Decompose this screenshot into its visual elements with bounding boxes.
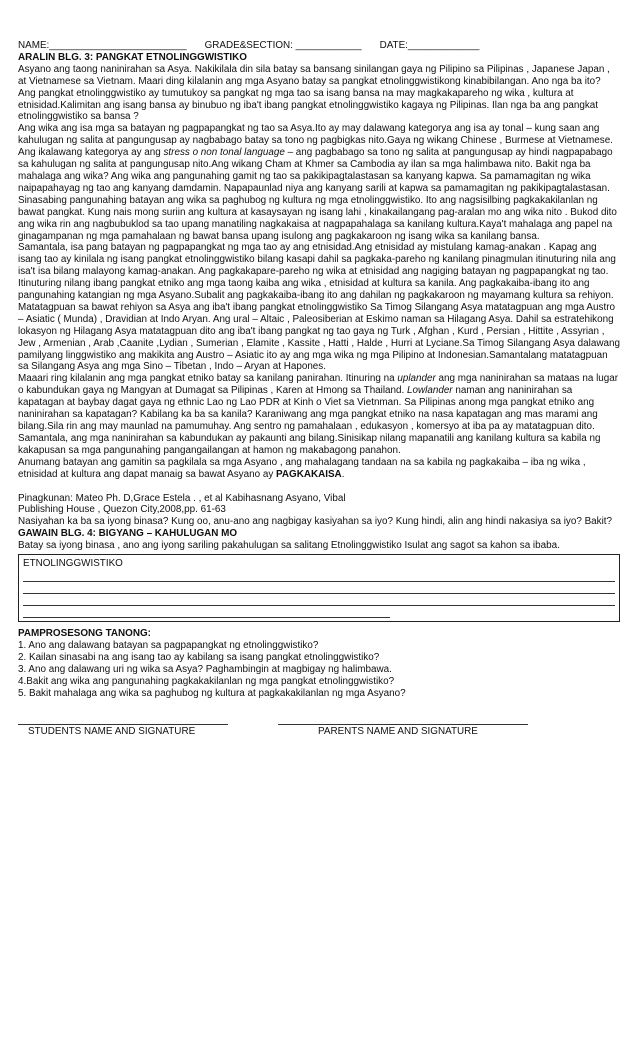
student-signature-label: STUDENTS NAME AND SIGNATURE — [28, 725, 196, 737]
paragraph-residence-part2: ang mga naninirahan sa mataas na lugar o kabundukan gaya ng Mangyan at Dumagat sa Pilipinas , Karen at Hmong sa Thailand. — [18, 373, 619, 397]
date-field[interactable]: DATE:_____________ — [379, 40, 480, 51]
answer-box[interactable] — [18, 554, 620, 622]
activity-instruction: Batay sa iyong binasa , ano ang iyong sariling pakahulugan sa salitang Etnolinggwistiko Isulat ang sagot sa kahon sa ibaba. — [18, 540, 560, 552]
answer-line-3[interactable] — [23, 596, 615, 606]
paragraph-language-part2: – ang pagbabago sa tono ng salita at pangungusap ay hindi nagpapabago sa kahulugan ng salita at pangungusap nito.Ang wikang Cham at Khmer sa Cambodia ay ilan sa mga halimbawa nito. Bakit nga ba mahalaga ang wika? Ang wika ang pangunahing gamit ng tao sa pakikipagtalastasan sa kanyang kapwa. Sa pamamagitan ng wika naipapahayag ng tao ang kanyang damdamin. Napapaunlad niya ang kanyang sarili at kapwa sa pamamagitan ng pakikipagtalastasan. Sinasabing pangunahing batayan ang wika sa paghubog ng kultura ng mga etnolinggwistiko. Ito ang nagsisilbing pagkakakilanlan ng bawat pangkat. Kung nais mong suriin ang kultura at kasaysayan ng isang lahi , kinakailangang pag-aralan mo ang wika nito . Bukod dito ang wika rin ang nagbubuklod sa tao upang manatiling nagkakaisa at nagpapahalaga sa kanilang kultura.Kaya't mahalaga ang papel na ginagampanan ng mga pamahalaan ng bawat bansa upang isulong ang pagkakaroon ng isang wika sa kanilang bansa. — [18, 147, 617, 242]
paragraph-conclusion — [18, 457, 620, 481]
questions-title: PAMPROSESONG TANONG: — [18, 628, 151, 640]
parent-signature — [278, 714, 528, 738]
paragraph-intro: Asyano ang taong naninirahan sa Asya. Nakikilala din sila batay sa bansang sinilangan gaya ng Pilipino sa Pilipinas , Japanese Japan , at Vietnamese sa Vietnam. Maari ding kilalanin ang mga Asyano batay sa pangkat etnolinggwistikong kinabibilangan. Ano nga ba ito? Ang pangkat etnolinggwistiko ay tumutukoy sa pangkat ng mga tao sa isang bansa na may magkakapareho ng wika , kultura at etnisidad.Kalimitan ang isang bansa ay binubuo ng iba't ibang pangkat etnolinggwistiko kagaya ng Pilipinas. Ilan nga ba ang pangkat etnolinggwistiko sa bansa ? — [18, 63, 610, 123]
grade-section-field[interactable]: GRADE&SECTION: ____________ — [204, 40, 362, 51]
paragraph-language-part1: Ang wika ang isa mga sa batayan ng pagpapangkat ng tao sa Asya.Ito ay may dalawang kategorya ang isa ay tonal – kung saan ang kahulugan ng salita at pangungusap ay nagbabago batay sa tono ng pagbigkas nito.Gaya ng wikang Chinese , Burmese at Vietnamese. Ang ikalawang kategorya ay ang — [18, 123, 613, 159]
student-signature — [18, 714, 228, 738]
name-field[interactable]: NAME:_________________________ — [18, 40, 187, 51]
paragraph-ethnicity: Samantala, isa pang batayan ng pagpapangkat ng mga tao ay ang etnisidad.Ang etnisidad ay mistulang kamag-anakan . Kapag ang isang tao ay kinilala ng isang pangkat etnolinggwistiko bilang kasapi dahil sa pagkaka-pareho ng kanilang pinagmulan itinuturing nila ang isa't isa bilang malayong kamag-anakan. Ang pagkakapare-pareho ng wika at etnisidad ang nagiging batayan ng pagpapangkat ng tao. Itinuturing nilang ibang pangkat etniko ang mga taong kaiba ang wika , etnisidad at kultura sa kanila. Ang pagkakaiba-ibang ito ang pangunahing katangian ng mga Asyano.Subalit ang pagkakaiba-ibang ito ang dahilan ng pagkakaroon ng mayamang kultura sa rehiyon. Matatagpuan sa bawat rehiyon sa Asya ang iba't ibang pangkat etnolinggwistiko Sa Timog Silangang Asya matatagpuan ang mga Austro – Asiatic ( Munda) , Dravidian at Indo Aryan. Ang ural – Altaic , Paleosiberian at Eskimo naman sa Hilagang Asya. Dahil sa estratehikong lokasyon ng Hilagang Asya matatagpuan dito ang iba't ibang pangkat ng tao gaya ng Turk , Afghan , Kurd , Persian , Hittite , Assyrian , Jew , Armenian , Arab ,Caanite ,Lydian , Sumerian , Elamite , Kassite , Hatti , Halde , Hurri at Lyciane.Sa Timog Silangang Asya dalawang pamilyang linggwistiko ang makikita ang Austro – Asiatic ito ay ang mga wika ng mga Pilipino at Indonesian.Samantalang matatagpuan sa Silangang Asya ang mga Sino – Tibetan , Indo – Aryan at Hapones. — [18, 242, 620, 373]
stress-term: stress o non tonal language — [163, 147, 285, 159]
paragraph-residence-part3: naman ang naninirahan sa kapatagan at baybay dagat gaya ng ethnic Lao ng Lao PDR at Kinh o Viet sa Vietnman. Sa Pilipinas anong mga pangkat etniko ang naninirahan sa kapatagan? Kabilang ka ba sa kanila? Karaniwang ang mga pangkat etniko na nasa kapatagan ang mas marami ang bilang.Sila rin ang may maunlad na pamumuhay. Ang sentro ng pamahalaan , edukasyon , komersyo at iba pa ay matatagpuan dito. Samantala, ang mga naninirahan sa kabundukan ay pakaunti ang bilang.Sinisikap nilang mapanatili ang kanilang kultura sa kabila ng kakapusan sa mga pangunahing pangangailangan at hamon ng makabagong panahon. — [18, 385, 601, 456]
pagkakaisa-keyword: PAGKAKAISA — [276, 468, 342, 480]
paragraph-conclusion-text: Anumang batayan ang gamitin sa pagkilala sa mga Asyano , ang mahalagang tandaan na sa kabila ng pagkakaiba – iba ng wika , etnisidad at kultura ang dapat manaig sa bawat Asyano ay — [18, 456, 586, 480]
paragraph-residence-part1: Maaari ring kilalanin ang mga pangkat etniko batay sa kanilang panirahan. Itinuring na — [18, 373, 398, 385]
question-item-5: 5. Bakit mahalaga ang wika sa paghubog ng kultura at pagkakakilanlan ng mga Asyano? — [18, 687, 406, 699]
answer-box-label: ETNOLINGGWISTIKO — [23, 558, 123, 570]
uplander-term: uplander — [397, 373, 436, 385]
signature-row — [18, 714, 620, 738]
lowlander-term: Lowlander — [407, 385, 453, 397]
parent-signature-line[interactable] — [278, 714, 528, 725]
question-item-1: 1. Ano ang dalawang batayan sa pagpapangkat ng etnolinggwistiko? — [18, 639, 319, 651]
paragraph-residence — [18, 373, 620, 456]
student-signature-line[interactable] — [18, 714, 228, 725]
answer-line-4[interactable] — [23, 608, 390, 618]
activity-title: GAWAIN BLG. 4: BIGYANG – KAHULUGAN MO — [18, 528, 238, 540]
parent-signature-label: PARENTS NAME AND SIGNATURE — [318, 725, 478, 737]
lesson-title: ARALIN BLG. 3: PANGKAT ETNOLINGGWISTIKO — [18, 51, 247, 63]
question-item-4: 4.Bakit ang wika ang pangunahing pagkakakilanlan ng mga pangkat etnolinggwistiko? — [18, 675, 395, 687]
paragraph-conclusion-end: . — [341, 468, 345, 480]
header-row — [18, 40, 620, 52]
question-item-3: 3. Ano ang dalawang uri ng wika sa Asya? Paghambingin at magbigay ng halimbawa. — [18, 663, 392, 675]
worksheet-page — [18, 40, 620, 737]
paragraph-language — [18, 123, 620, 242]
reference-line-2: Publishing House , Quezon City,2008,pp. 61-63 — [18, 504, 226, 516]
reference-line-1: Pinagkunan: Mateo Ph. D,Grace Estela . , et al Kabihasnang Asyano, Vibal — [18, 492, 346, 504]
answer-line-2[interactable] — [23, 584, 615, 594]
reflection-question: Nasiyahan ka ba sa iyong binasa? Kung oo, anu-ano ang nagbigay kasiyahan sa iyo? Kung hindi, alin ang hindi nakasiya sa iyo? Bakit? — [18, 516, 613, 528]
answer-line-1[interactable] — [23, 572, 615, 582]
question-item-2: 2. Kailan sinasabi na ang isang tao ay kabilang sa isang pangkat etnolinggwistiko? — [18, 651, 380, 663]
